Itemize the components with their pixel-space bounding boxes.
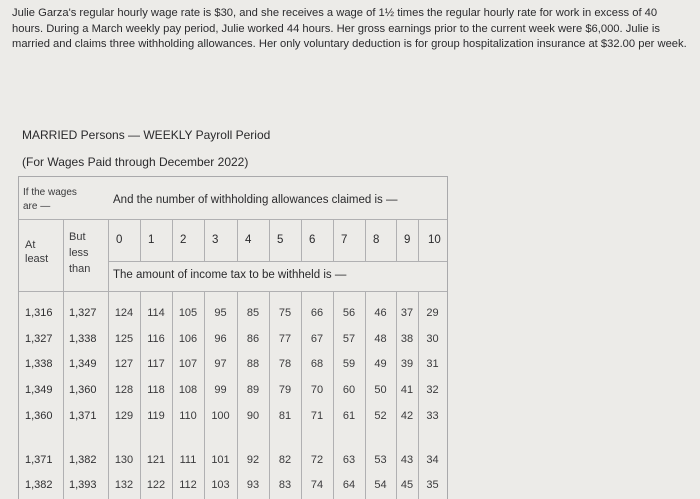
tax-cell: 45 xyxy=(400,479,414,491)
tax-cell: 116 xyxy=(147,333,165,345)
tax-cell: 125 xyxy=(114,333,134,345)
tax-cell: 83 xyxy=(278,479,292,491)
tax-cell: 57 xyxy=(342,333,356,345)
tax-cell: 99 xyxy=(214,384,227,396)
allowance-number: 9 xyxy=(404,234,411,246)
column-divider xyxy=(108,219,109,499)
but-less-cell: 1,327 xyxy=(69,307,97,319)
tax-cell: 48 xyxy=(374,333,387,345)
tax-cell: 77 xyxy=(278,333,292,345)
tax-cell: 93 xyxy=(246,479,260,491)
if-wages-label: If the wages xyxy=(23,187,77,198)
tax-cell: 112 xyxy=(179,479,197,491)
tax-cell: 129 xyxy=(114,410,134,422)
column-divider xyxy=(365,219,366,261)
but-less-label-3: than xyxy=(69,263,91,275)
header-bottom-rule xyxy=(19,291,447,292)
column-divider xyxy=(333,219,334,261)
tax-cell: 41 xyxy=(400,384,414,396)
table-title: MARRIED Persons — WEEKLY Payroll Period xyxy=(22,128,271,142)
tax-cell: 90 xyxy=(246,410,260,422)
but-less-label: But xyxy=(69,231,86,243)
tax-cell: 100 xyxy=(211,410,230,422)
tax-cell: 110 xyxy=(179,410,197,422)
tax-cell: 59 xyxy=(342,358,356,370)
tax-cell: 50 xyxy=(374,384,387,396)
tax-cell: 32 xyxy=(426,384,439,396)
tax-cell: 119 xyxy=(147,410,165,422)
at-least-cell: 1,338 xyxy=(25,358,53,370)
tax-cell: 46 xyxy=(374,307,387,319)
table-subtitle: (For Wages Paid through December 2022) xyxy=(22,155,249,169)
tax-cell: 81 xyxy=(278,410,292,422)
tax-cell: 33 xyxy=(426,410,439,422)
column-divider xyxy=(140,219,141,261)
tax-cell: 121 xyxy=(146,454,166,466)
tax-withheld-label: The amount of income tax to be withheld is — xyxy=(113,269,347,281)
tax-cell: 42 xyxy=(400,410,414,422)
at-least-cell: 1,349 xyxy=(25,384,53,396)
column-divider xyxy=(204,291,205,499)
tax-cell: 63 xyxy=(342,454,356,466)
allowance-number: 6 xyxy=(309,234,316,246)
tax-cell: 78 xyxy=(278,358,292,370)
header-divider xyxy=(19,219,447,220)
column-divider xyxy=(237,219,238,261)
at-least-cell: 1,382 xyxy=(25,479,53,491)
column-divider xyxy=(269,219,270,261)
tax-cell: 29 xyxy=(426,307,439,319)
tax-cell: 114 xyxy=(147,307,165,319)
tax-cell: 71 xyxy=(310,410,324,422)
at-least-cell: 1,327 xyxy=(25,333,53,345)
column-divider xyxy=(63,219,64,499)
at-least-cell: 1,316 xyxy=(25,307,53,319)
at-least-cell: 1,371 xyxy=(25,454,53,466)
tax-cell: 56 xyxy=(342,307,356,319)
tax-cell: 108 xyxy=(178,384,198,396)
allowance-number: 7 xyxy=(341,234,348,246)
tax-cell: 92 xyxy=(246,454,260,466)
tax-cell: 31 xyxy=(426,358,439,370)
tax-cell: 105 xyxy=(178,307,198,319)
tax-cell: 34 xyxy=(426,454,439,466)
tax-cell: 118 xyxy=(147,384,165,396)
tax-cell: 101 xyxy=(211,454,230,466)
column-divider xyxy=(204,219,205,261)
tax-cell: 72 xyxy=(310,454,324,466)
tax-cell: 85 xyxy=(246,307,260,319)
column-divider xyxy=(418,219,419,261)
tax-cell: 60 xyxy=(342,384,356,396)
column-divider xyxy=(396,291,397,499)
tax-cell: 66 xyxy=(310,307,324,319)
tax-cell: 117 xyxy=(147,358,165,370)
tax-cell: 122 xyxy=(146,479,166,491)
allowance-row-rule xyxy=(108,261,447,262)
tax-cell: 103 xyxy=(211,479,230,491)
tax-cell: 74 xyxy=(310,479,324,491)
tax-cell: 79 xyxy=(278,384,292,396)
but-less-cell: 1,393 xyxy=(69,479,97,491)
tax-cell: 43 xyxy=(400,454,414,466)
tax-cell: 38 xyxy=(400,333,414,345)
column-divider xyxy=(418,291,419,499)
tax-cell: 68 xyxy=(310,358,324,370)
tax-cell: 30 xyxy=(426,333,439,345)
allowance-number: 4 xyxy=(245,234,252,246)
column-divider xyxy=(172,291,173,499)
allowance-number: 1 xyxy=(148,234,155,246)
but-less-cell: 1,349 xyxy=(69,358,97,370)
withholding-table xyxy=(18,176,448,499)
tax-cell: 70 xyxy=(310,384,324,396)
tax-cell: 54 xyxy=(374,479,387,491)
tax-cell: 107 xyxy=(178,358,198,370)
tax-cell: 82 xyxy=(278,454,292,466)
tax-cell: 96 xyxy=(214,333,227,345)
tax-cell: 67 xyxy=(310,333,324,345)
allowance-number: 3 xyxy=(212,234,219,246)
at-least-cell: 1,360 xyxy=(25,410,53,422)
but-less-label-2: less xyxy=(69,247,89,259)
tax-cell: 132 xyxy=(114,479,134,491)
tax-cell: 61 xyxy=(342,410,356,422)
at-least-label-2: least xyxy=(25,253,49,265)
allowance-number: 8 xyxy=(373,234,380,246)
tax-cell: 95 xyxy=(214,307,227,319)
problem-statement: Julie Garza's regular hourly wage rate is $30, and she receives a wage of 1½ times the regular hourly rate for work in excess of 40 hours. During a March weekly pay period, Julie worked 44 hours. Her gross earnings prior to the current week were $6,000. Julie is married and claims three withholding allowances. Her only voluntary deduction is for group hospitalization insurance at $32.00 per week. xyxy=(12,7,687,50)
tax-cell: 127 xyxy=(114,358,134,370)
tax-cell: 75 xyxy=(278,307,292,319)
column-divider xyxy=(269,291,270,499)
tax-cell: 130 xyxy=(114,454,134,466)
column-divider xyxy=(301,219,302,261)
tax-cell: 86 xyxy=(246,333,260,345)
tax-cell: 49 xyxy=(374,358,387,370)
tax-cell: 106 xyxy=(178,333,198,345)
if-wages-label-2: are — xyxy=(23,201,51,212)
tax-cell: 64 xyxy=(342,479,356,491)
column-divider xyxy=(172,219,173,261)
tax-cell: 97 xyxy=(214,358,227,370)
tax-cell: 89 xyxy=(246,384,260,396)
tax-cell: 128 xyxy=(114,384,134,396)
allowance-number: 10 xyxy=(428,234,441,246)
tax-cell: 53 xyxy=(374,454,387,466)
column-divider xyxy=(333,291,334,499)
tax-cell: 88 xyxy=(246,358,260,370)
tax-cell: 124 xyxy=(114,307,134,319)
allowance-number: 0 xyxy=(116,234,123,246)
allowances-label: And the number of withholding allowances claimed is — xyxy=(113,194,398,206)
column-divider xyxy=(365,291,366,499)
but-less-cell: 1,338 xyxy=(69,333,97,345)
allowance-number: 2 xyxy=(180,234,187,246)
but-less-cell: 1,382 xyxy=(69,454,97,466)
tax-cell: 39 xyxy=(400,358,414,370)
column-divider xyxy=(396,219,397,261)
at-least-label: At xyxy=(25,239,36,251)
but-less-cell: 1,360 xyxy=(69,384,97,396)
tax-cell: 52 xyxy=(374,410,387,422)
tax-cell: 35 xyxy=(426,479,439,491)
column-divider xyxy=(140,291,141,499)
column-divider xyxy=(237,291,238,499)
but-less-cell: 1,371 xyxy=(69,410,97,422)
column-divider xyxy=(301,291,302,499)
allowance-number: 5 xyxy=(277,234,284,246)
tax-cell: 111 xyxy=(179,454,197,466)
tax-cell: 37 xyxy=(400,307,414,319)
